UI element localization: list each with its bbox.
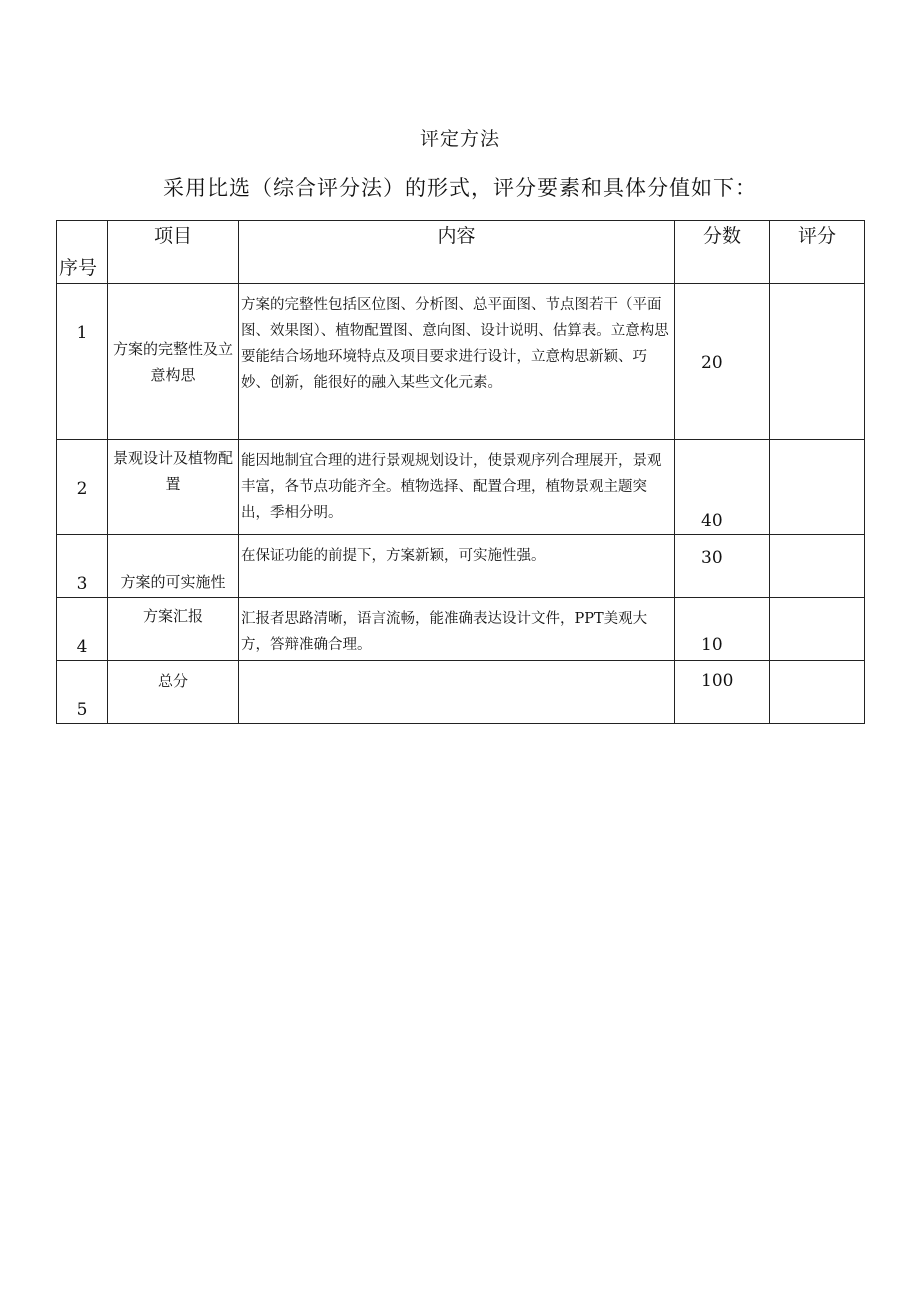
row-item: 总分 (108, 661, 239, 724)
row-content: 汇报者思路清晰，语言流畅，能准确表达设计文件，PPT美观大方，答辩准确合理。 (239, 598, 675, 661)
row-index: 2 (57, 440, 108, 535)
row-rating[interactable] (770, 661, 865, 724)
table-row (57, 440, 865, 535)
table-header-row (57, 221, 865, 284)
row-points: 40 (675, 440, 770, 535)
row-points: 20 (675, 284, 770, 440)
table-row (57, 598, 865, 661)
row-index: 3 (57, 535, 108, 598)
row-points: 30 (675, 535, 770, 598)
header-index: 序号 (59, 257, 98, 279)
header-content-cell (239, 221, 675, 284)
header-item-cell (108, 221, 239, 284)
row-index: 4 (57, 598, 108, 661)
table-row (57, 661, 865, 724)
table-row (57, 284, 865, 440)
table-row (57, 535, 865, 598)
scoring-table (56, 220, 865, 724)
header-rating-cell (770, 221, 865, 284)
row-points: 10 (675, 598, 770, 661)
row-content (239, 661, 675, 724)
row-index: 1 (57, 284, 108, 440)
row-content: 在保证功能的前提下，方案新颖，可实施性强。 (239, 535, 675, 598)
row-rating[interactable] (770, 440, 865, 535)
row-item: 方案的完整性及立意构思 (108, 284, 239, 440)
row-content: 能因地制宜合理的进行景观规划设计，使景观序列合理展开，景观丰富，各节点功能齐全。植物选择、配置合理，植物景观主题突出，季相分明。 (239, 440, 675, 535)
header-content: 内容 (437, 225, 476, 247)
document-title: 评定方法 (419, 128, 500, 150)
row-rating[interactable] (770, 535, 865, 598)
header-rating: 评分 (797, 225, 836, 247)
row-item: 方案汇报 (108, 598, 239, 661)
document-intro: 采用比选（综合评分法）的形式，评分要素和具体分值如下： (163, 176, 757, 200)
header-index-cell (57, 221, 108, 284)
row-item: 景观设计及植物配置 (108, 440, 239, 535)
row-content: 方案的完整性包括区位图、分析图、总平面图、节点图若干（平面图、效果图）、植物配置图、意向图、设计说明、估算表。立意构思要能结合场地环境特点及项目要求进行设计，立意构思新颖、巧妙、创新，能很好的融入某些文化元素。 (239, 284, 675, 440)
header-points-cell (675, 221, 770, 284)
row-item: 方案的可实施性 (108, 535, 239, 598)
header-item: 项目 (153, 225, 192, 247)
row-rating[interactable] (770, 284, 865, 440)
header-points: 分数 (702, 225, 741, 247)
row-index: 5 (57, 661, 108, 724)
row-points: 100 (675, 661, 770, 724)
row-rating[interactable] (770, 598, 865, 661)
